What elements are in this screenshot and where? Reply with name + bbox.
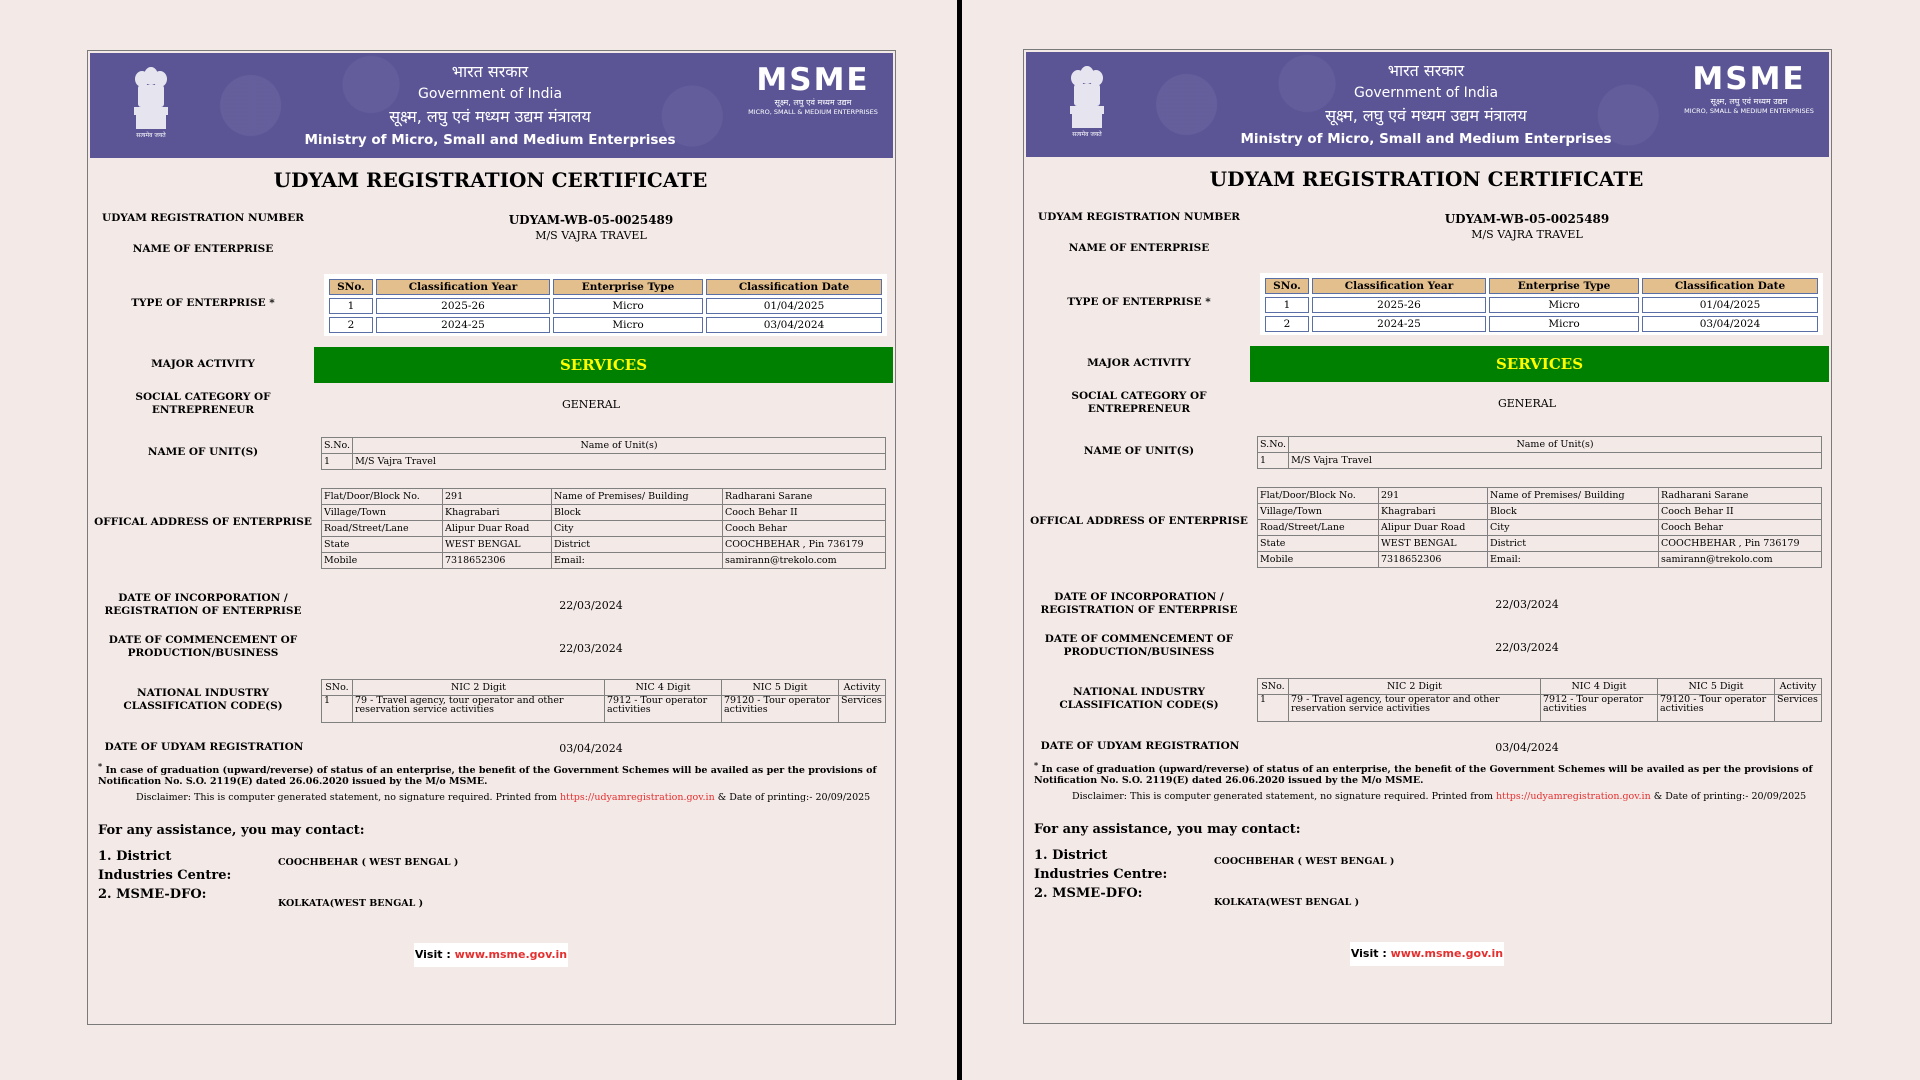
cell: 79 - Travel agency, tour operator and other reservation service activities	[353, 696, 605, 723]
value-reg-number: UDYAM-WB-05-0025489	[1444, 212, 1610, 226]
cell: State	[1258, 536, 1379, 552]
dfo-label: 2. MSME-DFO:	[1034, 886, 1143, 901]
th-sno: SNo.	[329, 279, 373, 295]
label-reg-number: UDYAM REGISTRATION NUMBER	[1038, 211, 1240, 223]
cell: 2024-25	[1312, 316, 1486, 332]
address-table	[1257, 487, 1822, 568]
label-enterprise-name: NAME OF ENTERPRISE	[1068, 242, 1210, 254]
cell: District	[552, 537, 723, 553]
panel-divider	[957, 0, 962, 1080]
banner-text	[1176, 60, 1676, 150]
th-sno: S.No.	[322, 438, 353, 454]
svg-text:सत्यमेव जयते: सत्यमेव जयते	[136, 132, 166, 139]
table-row	[1258, 520, 1822, 536]
msme-logo-hindi: सूक्ष्म, लघु एवं मध्यम उद्यम	[1710, 97, 1788, 106]
value-commencement: 22/03/2024	[559, 642, 623, 655]
label-reg-number: UDYAM REGISTRATION NUMBER	[102, 212, 304, 224]
cell: 2025-26	[1312, 297, 1486, 313]
msme-logo-word: MSME	[1692, 61, 1806, 97]
cell: 2	[329, 317, 373, 333]
graduation-note: * In case of graduation (upward/reverse) of status of an enterprise, the benefit of the Government Schemes will be availed as per the provisions of Notification No. S.O. 2119(E) dated 26.06.2020 issued by the M/o MSME.	[1034, 761, 1813, 787]
banner-goi: Government of India	[417, 86, 563, 102]
units-table	[1257, 436, 1822, 469]
header-banner	[90, 53, 893, 158]
th-activity: Activity	[839, 680, 886, 696]
cell: samirann@trekolo.com	[1659, 552, 1822, 568]
cell: Cooch Behar	[1659, 520, 1822, 536]
disclaimer: Disclaimer: This is computer generated statement, no signature required. Printed from https://udyamregistration.gov.in & Date of printing:- 20/09/2025	[136, 792, 871, 803]
cell: 03/04/2024	[706, 317, 882, 333]
value-enterprise-name: M/S VAJRA TRAVEL	[535, 229, 647, 242]
cell: 2025-26	[376, 298, 550, 314]
cell: 79120 - Tour operator activities	[1658, 695, 1775, 722]
label-units: NAME OF UNIT(S)	[147, 446, 259, 458]
cell: 1	[1265, 297, 1309, 313]
cell: Email:	[1488, 552, 1659, 568]
label-address: OFFICAL ADDRESS OF ENTERPRISE	[1030, 515, 1248, 527]
label-major-activity: MAJOR ACTIVITY	[1087, 357, 1191, 369]
banner-hindi-ministry: सूक्ष्म, लघु एवं मध्यम उद्यम मंत्रालय	[389, 107, 591, 126]
value-reg-number: UDYAM-WB-05-0025489	[508, 213, 674, 227]
value-social-category: GENERAL	[561, 398, 620, 411]
cell: 01/04/2025	[706, 298, 882, 314]
banner-ministry: Ministry of Micro, Small and Medium Enterprises	[1240, 131, 1612, 147]
cell: Khagrabari	[443, 505, 552, 521]
dic-value: COOCHBEHAR ( WEST BENGAL )	[278, 857, 459, 868]
msme-link[interactable]: www.msme.gov.in	[1390, 947, 1504, 960]
table-row	[1258, 552, 1822, 568]
th-unit-name: Name of Unit(s)	[353, 438, 886, 454]
address-table	[321, 488, 886, 569]
national-emblem-icon	[1064, 64, 1110, 140]
cell: Email:	[552, 553, 723, 569]
banner-hindi-ministry: सूक्ष्म, लघु एवं मध्यम उद्यम मंत्रालय	[1325, 106, 1527, 125]
table-row	[1258, 504, 1822, 520]
value-commencement: 22/03/2024	[1495, 641, 1559, 654]
cell: samirann@trekolo.com	[723, 553, 886, 569]
label-commencement: DATE OF COMMENCEMENT OF PRODUCTION/BUSINESS	[108, 634, 298, 659]
cell: 2024-25	[376, 317, 550, 333]
table-row	[1258, 453, 1822, 469]
table-row	[1258, 488, 1822, 504]
value-udyam-date: 03/04/2024	[559, 742, 623, 755]
th-nic4: NIC 4 Digit	[605, 680, 722, 696]
value-incorporation: 22/03/2024	[559, 599, 623, 612]
table-row	[322, 454, 886, 470]
header-banner	[1026, 52, 1829, 157]
cell: 1	[1258, 695, 1289, 722]
cell: Mobile	[1258, 552, 1379, 568]
classification-table	[1262, 275, 1821, 335]
table-row	[329, 317, 882, 333]
label-social-category: SOCIAL CATEGORY OF ENTREPRENEUR	[135, 391, 271, 416]
label-type: TYPE OF ENTERPRISE *	[131, 297, 275, 309]
th-class-year: Classification Year	[376, 279, 550, 295]
cell: Micro	[1489, 297, 1639, 313]
msme-logo	[1684, 62, 1814, 116]
dfo-value: KOLKATA(WEST BENGAL )	[1214, 897, 1360, 908]
table-row	[322, 696, 886, 723]
table-row	[322, 505, 886, 521]
table-row	[1265, 297, 1818, 313]
msme-logo-word: MSME	[756, 62, 870, 98]
cell: M/S Vajra Travel	[353, 454, 886, 470]
cell: Name of Premises/ Building	[552, 489, 723, 505]
cell: WEST BENGAL	[443, 537, 552, 553]
disclaimer: Disclaimer: This is computer generated statement, no signature required. Printed from https://udyamregistration.gov.in & Date of printing:- 20/09/2025	[1072, 791, 1807, 802]
udyam-link[interactable]: https://udyamregistration.gov.in	[1496, 791, 1651, 802]
th-enterprise-type: Enterprise Type	[1489, 278, 1639, 294]
certificate-title: UDYAM REGISTRATION CERTIFICATE	[273, 168, 708, 192]
cell: State	[322, 537, 443, 553]
cell: 01/04/2025	[1642, 297, 1818, 313]
label-enterprise-name: NAME OF ENTERPRISE	[132, 243, 274, 255]
label-address: OFFICAL ADDRESS OF ENTERPRISE	[94, 516, 312, 528]
value-social-category: GENERAL	[1497, 397, 1556, 410]
banner-hindi-title: भारत सरकार	[1387, 61, 1465, 80]
table-row	[1258, 536, 1822, 552]
cell: Village/Town	[322, 505, 443, 521]
svg-text:सत्यमेव जयते: सत्यमेव जयते	[1072, 131, 1102, 138]
graduation-note: * In case of graduation (upward/reverse) of status of an enterprise, the benefit of the Government Schemes will be availed as per the provisions of Notification No. S.O. 2119(E) dated 26.06.2020 issued by the M/o MSME.	[98, 762, 877, 788]
th-nic5: NIC 5 Digit	[1658, 679, 1775, 695]
cell: Name of Premises/ Building	[1488, 488, 1659, 504]
cell: COOCHBEHAR , Pin 736179	[1659, 536, 1822, 552]
table-row	[322, 537, 886, 553]
label-commencement: DATE OF COMMENCEMENT OF PRODUCTION/BUSINESS	[1044, 633, 1234, 658]
label-udyam-date: DATE OF UDYAM REGISTRATION	[1040, 740, 1240, 752]
assistance-heading: For any assistance, you may contact:	[98, 823, 365, 838]
label-major-activity: MAJOR ACTIVITY	[151, 358, 255, 370]
th-sno: S.No.	[1258, 437, 1289, 453]
th-nic2: NIC 2 Digit	[1289, 679, 1541, 695]
cell: Micro	[553, 317, 703, 333]
dic-label: 1. District Industries Centre:	[98, 849, 232, 883]
cell: Road/Street/Lane	[1258, 520, 1379, 536]
cell: Radharani Sarane	[723, 489, 886, 505]
cell: City	[1488, 520, 1659, 536]
cell: Khagrabari	[1379, 504, 1488, 520]
cell: Block	[552, 505, 723, 521]
th-sno: SNo.	[322, 680, 353, 696]
dic-value: COOCHBEHAR ( WEST BENGAL )	[1214, 856, 1395, 867]
cell: 1	[329, 298, 373, 314]
nic-table	[321, 679, 886, 723]
cell: 7318652306	[443, 553, 552, 569]
cell: District	[1488, 536, 1659, 552]
cell: Alipur Duar Road	[443, 521, 552, 537]
label-incorporation: DATE OF INCORPORATION / REGISTRATION OF ENTERPRISE	[104, 592, 302, 617]
th-unit-name: Name of Unit(s)	[1289, 437, 1822, 453]
table-row	[329, 298, 882, 314]
label-nic: NATIONAL INDUSTRY CLASSIFICATION CODE(S)	[1059, 686, 1219, 711]
cell: 1	[322, 454, 353, 470]
cell: 7912 - Tour operator activities	[1541, 695, 1658, 722]
cell: Micro	[1489, 316, 1639, 332]
cell: Flat/Door/Block No.	[1258, 488, 1379, 504]
value-incorporation: 22/03/2024	[1495, 598, 1559, 611]
banner-ministry: Ministry of Micro, Small and Medium Enterprises	[304, 132, 676, 148]
msme-logo	[748, 63, 878, 117]
cell: 7912 - Tour operator activities	[605, 696, 722, 723]
th-nic5: NIC 5 Digit	[722, 680, 839, 696]
label-units: NAME OF UNIT(S)	[1083, 445, 1195, 457]
dic-label: 1. District Industries Centre:	[1034, 848, 1168, 882]
th-activity: Activity	[1775, 679, 1822, 695]
classification-box	[1260, 273, 1823, 335]
table-row	[1258, 695, 1822, 722]
cell: Road/Street/Lane	[322, 521, 443, 537]
major-activity-banner: SERVICES	[1250, 346, 1829, 382]
cell: 79120 - Tour operator activities	[722, 696, 839, 723]
cell: 2	[1265, 316, 1309, 332]
cell: Cooch Behar II	[1659, 504, 1822, 520]
label-udyam-date: DATE OF UDYAM REGISTRATION	[104, 741, 304, 753]
cell: 291	[1379, 488, 1488, 504]
dfo-value: KOLKATA(WEST BENGAL )	[278, 898, 424, 909]
cell: Flat/Door/Block No.	[322, 489, 443, 505]
cell: Radharani Sarane	[1659, 488, 1822, 504]
cell: M/S Vajra Travel	[1289, 453, 1822, 469]
banner-text	[240, 61, 740, 151]
major-activity-banner: SERVICES	[314, 347, 893, 383]
cell: COOCHBEHAR , Pin 736179	[723, 537, 886, 553]
cell: Cooch Behar II	[723, 505, 886, 521]
assistance-heading: For any assistance, you may contact:	[1034, 822, 1301, 837]
cell: Mobile	[322, 553, 443, 569]
banner-hindi-title: भारत सरकार	[451, 62, 529, 81]
cell: 7318652306	[1379, 552, 1488, 568]
visit-box: Visit : www.msme.gov.in	[1350, 942, 1504, 966]
label-nic: NATIONAL INDUSTRY CLASSIFICATION CODE(S)	[123, 687, 283, 712]
th-sno: SNo.	[1258, 679, 1289, 695]
cell: Cooch Behar	[723, 521, 886, 537]
classification-table	[326, 276, 885, 336]
table-row	[322, 489, 886, 505]
classification-box	[324, 274, 887, 336]
th-class-date: Classification Date	[1642, 278, 1818, 294]
dfo-label: 2. MSME-DFO:	[98, 887, 207, 902]
cell: Alipur Duar Road	[1379, 520, 1488, 536]
th-class-year: Classification Year	[1312, 278, 1486, 294]
table-row	[322, 553, 886, 569]
visit-box: Visit : www.msme.gov.in	[414, 943, 568, 967]
cell: WEST BENGAL	[1379, 536, 1488, 552]
certificate-page-right	[1023, 49, 1832, 1024]
cell: 1	[1258, 453, 1289, 469]
cell: Services	[839, 696, 886, 723]
cell: 291	[443, 489, 552, 505]
th-class-date: Classification Date	[706, 279, 882, 295]
th-enterprise-type: Enterprise Type	[553, 279, 703, 295]
msme-logo-english: MICRO, SMALL & MEDIUM ENTERPRISES	[1684, 107, 1814, 115]
msme-logo-hindi: सूक्ष्म, लघु एवं मध्यम उद्यम	[774, 98, 852, 107]
cell: Block	[1488, 504, 1659, 520]
value-udyam-date: 03/04/2024	[1495, 741, 1559, 754]
msme-logo-english: MICRO, SMALL & MEDIUM ENTERPRISES	[748, 108, 878, 116]
value-enterprise-name: M/S VAJRA TRAVEL	[1471, 228, 1583, 241]
label-type: TYPE OF ENTERPRISE *	[1067, 296, 1211, 308]
cell: Micro	[553, 298, 703, 314]
table-row	[1265, 316, 1818, 332]
certificate-page-left	[87, 50, 896, 1025]
msme-link[interactable]: www.msme.gov.in	[454, 948, 568, 961]
cell: Village/Town	[1258, 504, 1379, 520]
nic-table	[1257, 678, 1822, 722]
cell: City	[552, 521, 723, 537]
th-nic4: NIC 4 Digit	[1541, 679, 1658, 695]
table-row	[322, 521, 886, 537]
units-table	[321, 437, 886, 470]
cell: 03/04/2024	[1642, 316, 1818, 332]
cell: Services	[1775, 695, 1822, 722]
banner-goi: Government of India	[1353, 85, 1499, 101]
udyam-link[interactable]: https://udyamregistration.gov.in	[560, 792, 715, 803]
cell: 79 - Travel agency, tour operator and other reservation service activities	[1289, 695, 1541, 722]
certificate-title: UDYAM REGISTRATION CERTIFICATE	[1209, 167, 1644, 191]
label-incorporation: DATE OF INCORPORATION / REGISTRATION OF ENTERPRISE	[1040, 591, 1238, 616]
th-nic2: NIC 2 Digit	[353, 680, 605, 696]
cell: 1	[322, 696, 353, 723]
label-social-category: SOCIAL CATEGORY OF ENTREPRENEUR	[1071, 390, 1207, 415]
th-sno: SNo.	[1265, 278, 1309, 294]
national-emblem-icon	[128, 65, 174, 141]
